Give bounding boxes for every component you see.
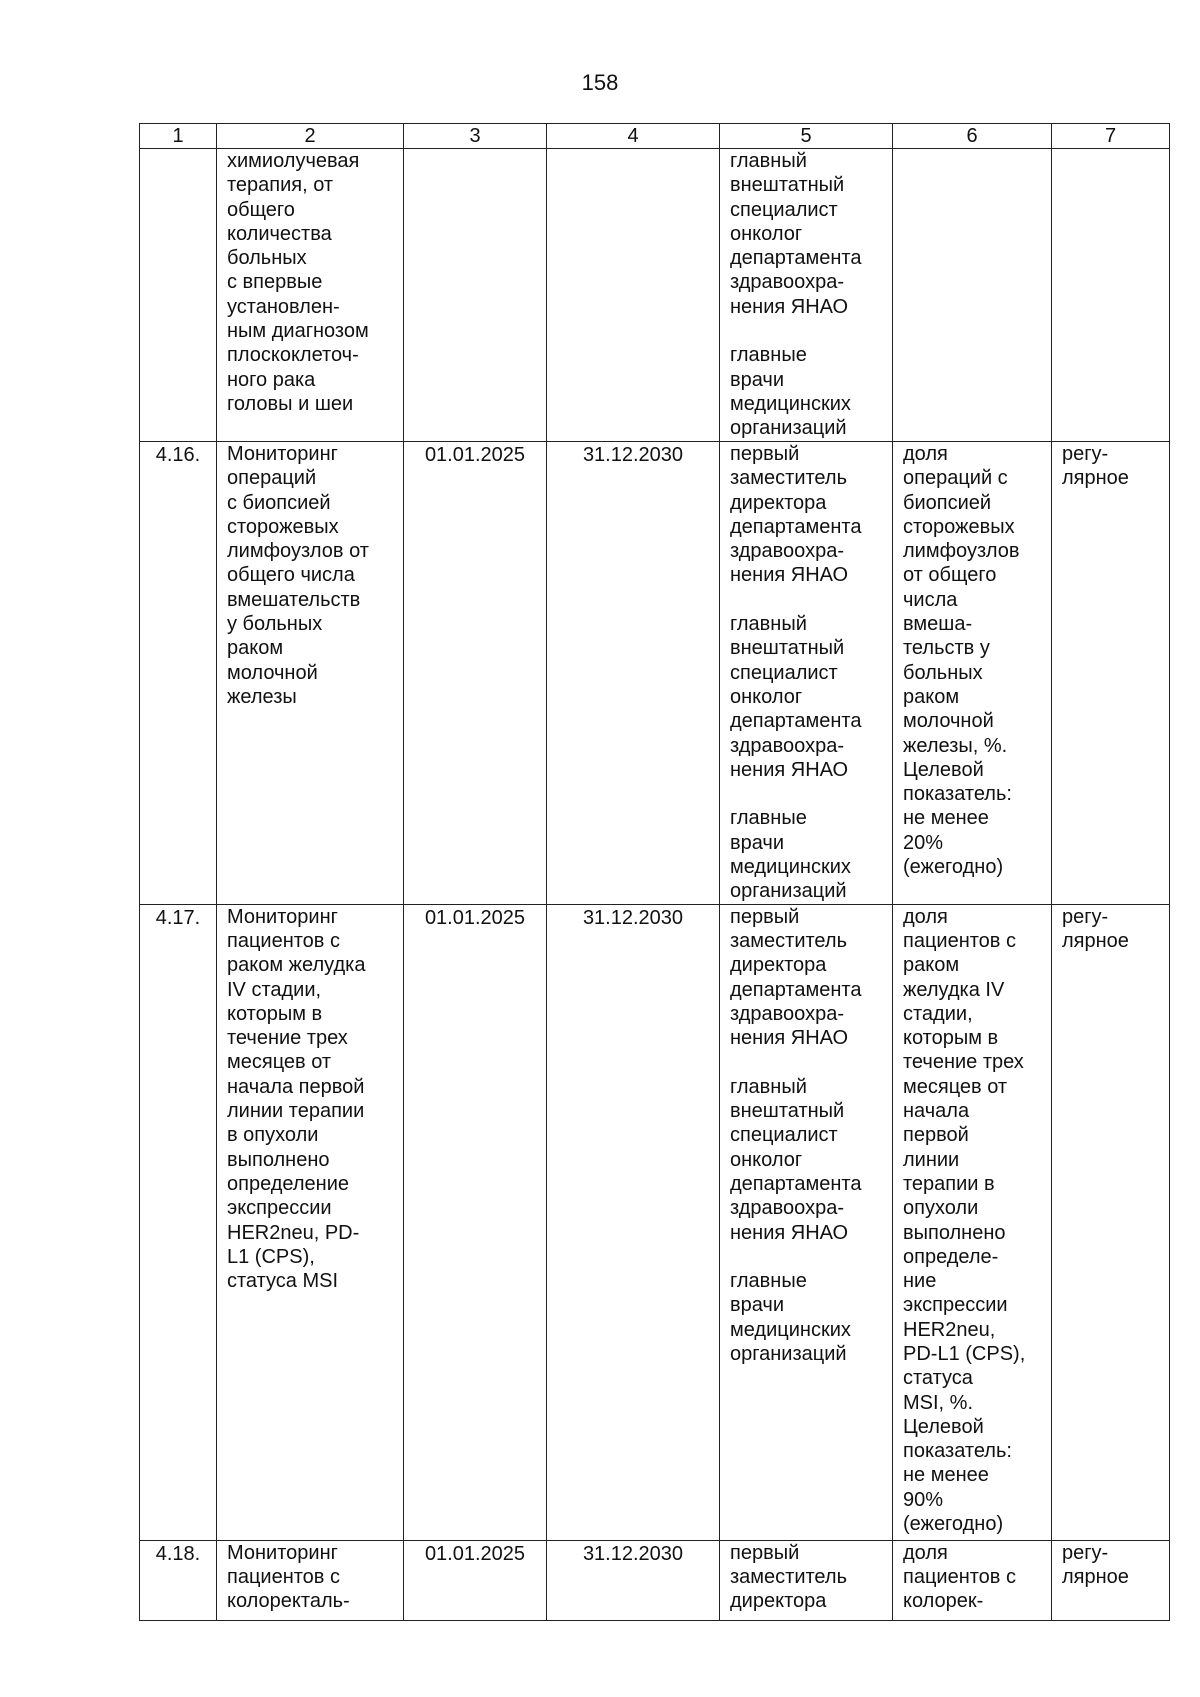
indicator-line: желудка IV bbox=[903, 978, 1005, 1001]
indicator-line: молочной bbox=[903, 710, 994, 733]
responsible-line: здравоохра- bbox=[730, 734, 844, 757]
activity-name-line: раком bbox=[227, 637, 284, 660]
indicator-line: первой bbox=[903, 1124, 969, 1147]
table-row bbox=[140, 904, 1170, 1540]
responsible-cell bbox=[720, 904, 893, 1540]
responsible-line: специалист bbox=[730, 198, 838, 221]
responsible-line: главный bbox=[730, 613, 807, 636]
indicator-line: числа bbox=[903, 588, 958, 611]
activity-name-line: статуса MSI bbox=[227, 1270, 339, 1293]
activity-name-line: терапия, от bbox=[227, 174, 334, 197]
activity-name-line: месяцев от bbox=[227, 1051, 332, 1074]
activity-name-cell bbox=[217, 904, 404, 1540]
indicator-line: 20% bbox=[903, 831, 944, 854]
activity-name-line: пациентов с bbox=[227, 1565, 340, 1588]
indicator-line: лимфоузлов bbox=[903, 540, 1020, 563]
indicator-line: колорек- bbox=[903, 1590, 984, 1613]
indicator-line: месяцев от bbox=[903, 1075, 1008, 1098]
responsible-line: нения ЯНАО bbox=[730, 564, 849, 587]
start-date-cell bbox=[404, 149, 547, 442]
responsible-line: здравоохра- bbox=[730, 540, 844, 563]
table-row bbox=[140, 1540, 1170, 1620]
responsible-line: внештатный bbox=[730, 1100, 845, 1123]
activity-name-line: молочной bbox=[227, 661, 318, 684]
indicator-line: 90% bbox=[903, 1488, 944, 1511]
activity-name-line: больных bbox=[227, 247, 307, 270]
responsible-line: онколог bbox=[730, 685, 803, 708]
end-date-cell bbox=[547, 149, 720, 442]
responsible-line: главный bbox=[730, 1075, 807, 1098]
indicator-line: больных bbox=[903, 661, 983, 684]
activity-name-line: общего числа bbox=[227, 564, 355, 587]
indicator-line: раком bbox=[903, 954, 960, 977]
table-row bbox=[140, 149, 1170, 442]
indicator-cell bbox=[893, 442, 1052, 905]
indicator-line: течение трех bbox=[903, 1051, 1024, 1074]
responsible-line: директора bbox=[730, 491, 827, 514]
responsible-cell bbox=[720, 149, 893, 442]
indicator-line: показатель: bbox=[903, 1440, 1012, 1463]
type-line: лярное bbox=[1062, 929, 1129, 952]
responsible-line: департамента bbox=[730, 247, 862, 270]
indicator-line: начала bbox=[903, 1100, 970, 1123]
responsible-line: нения ЯНАО bbox=[730, 295, 849, 318]
activity-name-line: пациентов с bbox=[227, 929, 340, 952]
responsible-line: врачи bbox=[730, 831, 785, 854]
responsible-line: главный bbox=[730, 150, 807, 172]
activity-name-line: в опухоли bbox=[227, 1124, 319, 1147]
indicator-line: не менее bbox=[903, 1464, 989, 1487]
indicator-line: стадии, bbox=[903, 1002, 973, 1025]
indicator-line: (ежегодно) bbox=[903, 1513, 1004, 1536]
activity-name-line: химиолучевая bbox=[227, 150, 360, 172]
activity-name-line: Мониторинг bbox=[227, 1541, 338, 1564]
type-cell bbox=[1052, 1540, 1170, 1620]
responsible-cell bbox=[720, 1540, 893, 1620]
indicator-line: определе- bbox=[903, 1245, 999, 1268]
activity-name-line: раком желудка bbox=[227, 954, 366, 977]
activity-name-line: количества bbox=[227, 222, 332, 245]
responsible-line: здравоохра- bbox=[730, 1002, 844, 1025]
responsible-line: главные bbox=[730, 807, 807, 830]
indicator-line: Целевой bbox=[903, 758, 984, 781]
indicator-line: ние bbox=[903, 1270, 937, 1293]
activity-name-line: плоскоклеточ- bbox=[227, 344, 359, 367]
indicator-line: MSI, %. bbox=[903, 1391, 974, 1414]
activity-name-line: колоректаль- bbox=[227, 1590, 350, 1613]
end-date-cell: 31.12.2030 bbox=[547, 904, 720, 1540]
type-line: регу- bbox=[1062, 443, 1109, 465]
responsible-line: департамента bbox=[730, 710, 862, 733]
activity-name-line: HER2neu, PD- bbox=[227, 1221, 360, 1244]
type-line: регу- bbox=[1062, 1541, 1109, 1564]
activity-name-line: общего bbox=[227, 198, 295, 221]
responsible-line: департамента bbox=[730, 978, 862, 1001]
indicator-line: пациентов с bbox=[903, 929, 1016, 952]
indicator-line: показатель: bbox=[903, 783, 1012, 806]
responsible-line: врачи bbox=[730, 368, 785, 391]
indicator-line: выполнено bbox=[903, 1221, 1006, 1244]
activity-name-line: линии терапии bbox=[227, 1100, 365, 1123]
indicator-line: раком bbox=[903, 685, 960, 708]
indicator-cell bbox=[893, 904, 1052, 1540]
indicator-line: терапии в bbox=[903, 1172, 995, 1195]
activity-name-line: начала первой bbox=[227, 1075, 365, 1098]
activity-name-cell bbox=[217, 442, 404, 905]
indicator-line: которым в bbox=[903, 1027, 999, 1050]
activity-name-line: определение bbox=[227, 1172, 350, 1195]
activity-name-line: ного рака bbox=[227, 368, 316, 391]
indicator-line: опухоли bbox=[903, 1197, 979, 1220]
column-header-2: 2 bbox=[217, 124, 404, 149]
responsible-cell bbox=[720, 442, 893, 905]
responsible-line: внештатный bbox=[730, 637, 845, 660]
indicator-line: (ежегодно) bbox=[903, 856, 1004, 879]
indicator-line: железы, %. bbox=[903, 734, 1008, 757]
type-cell bbox=[1052, 442, 1170, 905]
responsible-line: департамента bbox=[730, 515, 862, 538]
activity-name-line: IV стадии, bbox=[227, 978, 322, 1001]
indicator-line: вмеша- bbox=[903, 613, 973, 636]
activity-name-line: с биопсией bbox=[227, 491, 331, 514]
responsible-line: онколог bbox=[730, 222, 803, 245]
indicator-line: не менее bbox=[903, 807, 989, 830]
indicator-line: экспрессии bbox=[903, 1294, 1008, 1317]
column-header-1: 1 bbox=[140, 124, 217, 149]
block-spacer bbox=[730, 782, 882, 806]
indicator-line: доля bbox=[903, 1541, 948, 1564]
activity-name-line: Мониторинг bbox=[227, 905, 338, 928]
activity-name-line: экспрессии bbox=[227, 1197, 332, 1220]
indicator-line: операций с bbox=[903, 467, 1008, 490]
activity-name-line: L1 (CPS), bbox=[227, 1245, 315, 1268]
responsible-line: первый bbox=[730, 905, 800, 928]
activity-name-line: сторожевых bbox=[227, 515, 339, 538]
activity-name-line: установлен- bbox=[227, 295, 340, 318]
type-cell bbox=[1052, 149, 1170, 442]
responsible-line: здравоохра- bbox=[730, 271, 844, 294]
start-date-cell: 01.01.2025 bbox=[404, 442, 547, 905]
column-header-6: 6 bbox=[893, 124, 1052, 149]
block-spacer bbox=[730, 1245, 882, 1269]
page-number: 158 bbox=[581, 70, 619, 95]
block-spacer bbox=[730, 588, 882, 612]
end-date-cell: 31.12.2030 bbox=[547, 442, 720, 905]
activity-name-line: выполнено bbox=[227, 1148, 330, 1171]
responsible-line: первый bbox=[730, 1541, 800, 1564]
activity-name-cell bbox=[217, 149, 404, 442]
indicator-line: доля bbox=[903, 905, 948, 928]
responsible-line: заместитель bbox=[730, 929, 847, 952]
responsible-line: первый bbox=[730, 443, 800, 465]
activity-name-line: головы и шеи bbox=[227, 392, 354, 415]
responsible-line: специалист bbox=[730, 661, 838, 684]
activity-name-line: вмешательств bbox=[227, 588, 361, 611]
indicator-line: пациентов с bbox=[903, 1565, 1016, 1588]
item-number-cell: 4.17. bbox=[140, 904, 217, 1540]
indicator-line: линии bbox=[903, 1148, 960, 1171]
type-line: лярное bbox=[1062, 467, 1129, 490]
activity-name-line: операций bbox=[227, 467, 317, 490]
column-header-4: 4 bbox=[547, 124, 720, 149]
indicator-cell bbox=[893, 149, 1052, 442]
responsible-line: онколог bbox=[730, 1148, 803, 1171]
type-line: регу- bbox=[1062, 905, 1109, 928]
responsible-line: заместитель bbox=[730, 467, 847, 490]
activity-name-line: с впервые bbox=[227, 271, 323, 294]
indicator-line: тельств у bbox=[903, 637, 990, 660]
responsible-line: директора bbox=[730, 954, 827, 977]
indicator-line: HER2neu, bbox=[903, 1318, 996, 1341]
activity-name-line: Мониторинг bbox=[227, 443, 338, 465]
responsible-line: организаций bbox=[730, 1342, 847, 1365]
responsible-line: нения ЯНАО bbox=[730, 758, 849, 781]
responsible-line: внештатный bbox=[730, 174, 845, 197]
block-spacer bbox=[730, 1050, 882, 1074]
responsible-line: нения ЯНАО bbox=[730, 1027, 849, 1050]
indicator-line: PD-L1 (CPS), bbox=[903, 1342, 1026, 1365]
responsible-line: директора bbox=[730, 1590, 827, 1613]
activity-name-line: железы bbox=[227, 685, 297, 708]
indicator-line: сторожевых bbox=[903, 515, 1015, 538]
responsible-line: медицинских bbox=[730, 1318, 851, 1341]
responsible-line: департамента bbox=[730, 1172, 862, 1195]
item-number-cell: 4.18. bbox=[140, 1540, 217, 1620]
indicator-line: статуса bbox=[903, 1367, 973, 1390]
indicator-line: от общего bbox=[903, 564, 997, 587]
responsible-line: медицинских bbox=[730, 392, 851, 415]
start-date-cell: 01.01.2025 bbox=[404, 1540, 547, 1620]
indicator-line: Целевой bbox=[903, 1415, 984, 1438]
responsible-line: организаций bbox=[730, 880, 847, 903]
item-number-cell bbox=[140, 149, 217, 442]
table-row bbox=[140, 442, 1170, 905]
column-header-3: 3 bbox=[404, 124, 547, 149]
activity-name-line: течение трех bbox=[227, 1027, 348, 1050]
indicator-line: биопсией bbox=[903, 491, 992, 514]
item-number-cell: 4.16. bbox=[140, 442, 217, 905]
column-header-7: 7 bbox=[1052, 124, 1170, 149]
activity-name-line: у больных bbox=[227, 613, 323, 636]
indicator-line: доля bbox=[903, 443, 948, 465]
responsible-line: медицинских bbox=[730, 856, 851, 879]
type-line: лярное bbox=[1062, 1565, 1129, 1588]
header-row bbox=[140, 124, 1170, 149]
block-spacer bbox=[730, 319, 882, 343]
activity-name-line: которым в bbox=[227, 1002, 323, 1025]
responsible-line: заместитель bbox=[730, 1565, 847, 1588]
responsible-line: организаций bbox=[730, 417, 847, 440]
column-header-5: 5 bbox=[720, 124, 893, 149]
type-cell bbox=[1052, 904, 1170, 1540]
responsible-line: специалист bbox=[730, 1124, 838, 1147]
responsible-line: нения ЯНАО bbox=[730, 1221, 849, 1244]
responsible-line: здравоохра- bbox=[730, 1197, 844, 1220]
responsible-line: главные bbox=[730, 344, 807, 367]
activity-name-cell bbox=[217, 1540, 404, 1620]
activities-table bbox=[139, 123, 1170, 1621]
activity-name-line: ным диагнозом bbox=[227, 320, 369, 343]
indicator-cell bbox=[893, 1540, 1052, 1620]
activity-name-line: лимфоузлов от bbox=[227, 540, 369, 563]
end-date-cell: 31.12.2030 bbox=[547, 1540, 720, 1620]
responsible-line: главные bbox=[730, 1270, 807, 1293]
start-date-cell: 01.01.2025 bbox=[404, 904, 547, 1540]
responsible-line: врачи bbox=[730, 1294, 785, 1317]
